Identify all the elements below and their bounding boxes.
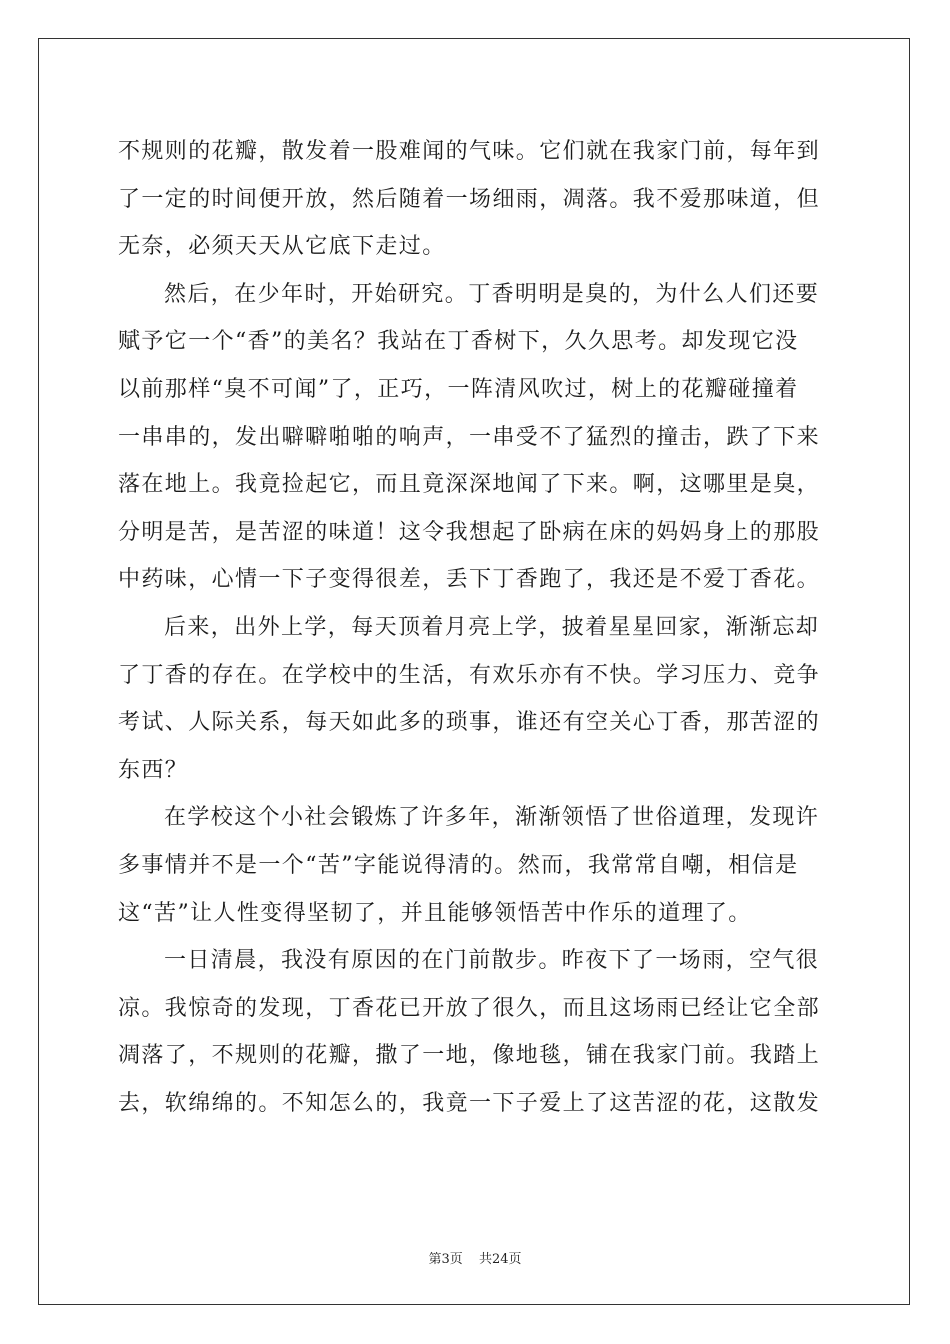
text-line-2: 了一定的时间便开放，然后随着一场细雨，凋落。我不爱那味道，但 [118,186,821,212]
page-number: 第3页 [428,1252,463,1267]
text-line-13: 考试、人际关系，每天如此多的琐事，谁还有空关心丁香，那苦涩的 [118,710,821,736]
text-line-10: 中药味，心情一下子变得很差，丢下丁香跑了，我还是不爱丁香花。 [118,567,821,593]
text-line-1: 不规则的花瓣，散发着一股难闻的气味。它们就在我家门前，每年到 [118,139,821,164]
text-line-14: 东西？ [118,757,189,783]
text-line-5: 赋予它一个“香”的美名？我站在丁香树下，久久思考。却发现它没 [118,329,799,355]
text-line-8: 落在地上。我竟捡起它，而且竟深深地闻了下来。啊，这哪里是臭， [118,472,821,498]
text-line-7: 一串串的，发出噼噼啪啪的响声，一串受不了猛烈的撞击，跌了下来 [118,424,821,450]
text-line-21: 去，软绵绵的。不知怎么的，我竟一下子爱上了这苦涩的花，这散发 [118,1090,821,1116]
text-line-20: 凋落了，不规则的花瓣，撒了一地，像地毯，铺在我家门前。我踏上 [118,1043,821,1069]
text-line-3: 无奈，必须天天从它底下走过。 [118,234,446,260]
text-line-11: 后来，出外上学，每天顶着月亮上学，披着星星回家，渐渐忘却 [164,614,820,640]
text-line-6: 以前那样“臭不可闻”了，正巧，一阵清风吹过，树上的花瓣碰撞着 [118,376,799,402]
text-line-18: 一日清晨，我没有原因的在门前散步。昨夜下了一场雨，空气很 [164,948,820,974]
text-line-17: 这“苦”让人性变得坚韧了，并且能够领悟苦中作乐的道理了。 [118,900,752,926]
text-line-4: 然后，在少年时，开始研究。丁香明明是臭的，为什么人们还要 [164,281,820,307]
text-line-15: 在学校这个小社会锻炼了许多年，渐渐领悟了世俗道理，发现许 [164,805,820,831]
text-line-12: 了丁香的存在。在学校中的生活，有欢乐亦有不快。学习压力、竞争 [118,662,821,688]
document-body [118,128,834,1127]
text-line-19: 凉。我惊奇的发现，丁香花已开放了很久，而且这场雨已经让它全部 [118,995,821,1021]
page-total: 共24页 [478,1252,522,1267]
text-line-9: 分明是苦，是苦涩的味道！这令我想起了卧病在床的妈妈身上的那股 [118,519,821,545]
text-line-16: 多事情并不是一个“苦”字能说得清的。然而，我常常自嘲，相信是 [118,852,799,878]
page-footer [0,1248,950,1267]
